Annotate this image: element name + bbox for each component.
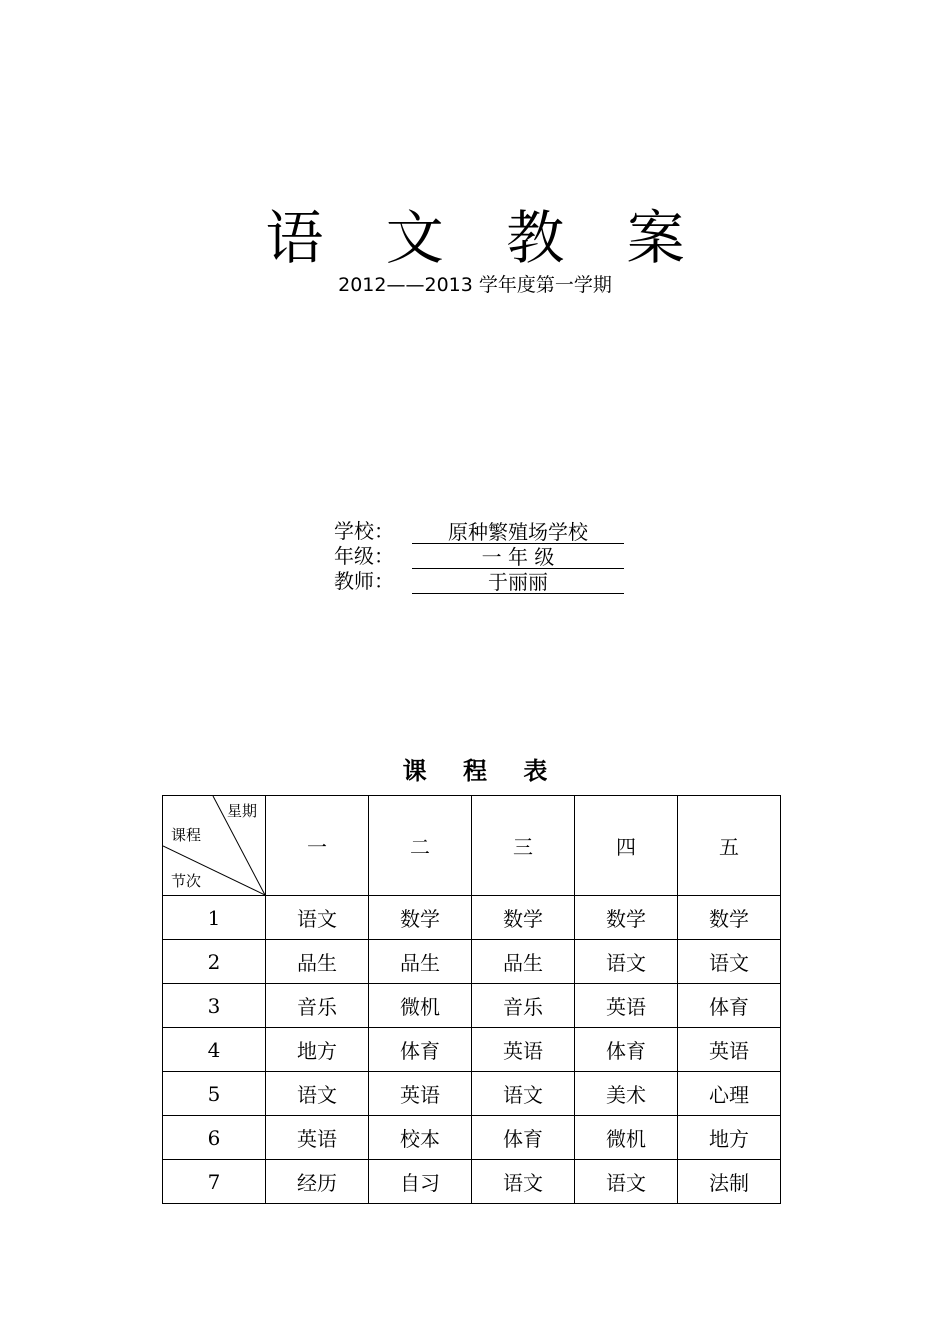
period-cell: 4 [163,1028,266,1072]
period-cell: 1 [163,896,266,940]
subject-cell: 语文 [575,940,678,984]
schedule-body [163,896,781,1204]
subject-cell: 语文 [472,1072,575,1116]
subject-cell: 数学 [472,896,575,940]
subject-cell: 品生 [266,940,369,984]
subject-cell: 法制 [678,1160,781,1204]
subject-cell: 心理 [678,1072,781,1116]
subject-cell: 语文 [472,1160,575,1204]
subject-cell: 微机 [575,1116,678,1160]
info-label: 学校： [334,519,394,543]
subject-cell: 品生 [369,940,472,984]
subject-cell: 校本 [369,1116,472,1160]
subject-cell: 语文 [575,1160,678,1204]
subject-cell: 体育 [575,1028,678,1072]
day-header: 五 [678,796,781,896]
schedule-table [162,795,781,1204]
subject-cell: 地方 [266,1028,369,1072]
subject-cell: 数学 [369,896,472,940]
corner-course-label: 课程 [171,826,202,844]
subject-cell: 体育 [472,1116,575,1160]
subject-cell: 经历 [266,1160,369,1204]
info-value: 于丽丽 [412,569,624,594]
subject-cell: 地方 [678,1116,781,1160]
subject-cell: 品生 [472,940,575,984]
info-label: 年级： [334,544,394,568]
subject-cell: 体育 [369,1028,472,1072]
subject-cell: 美术 [575,1072,678,1116]
info-row-teacher [334,569,634,594]
subject-cell: 音乐 [472,984,575,1028]
period-cell: 3 [163,984,266,1028]
table-row [163,896,781,940]
info-row-grade [334,544,634,569]
table-row [163,940,781,984]
subject-cell: 语文 [678,940,781,984]
table-row [163,1116,781,1160]
subject-cell: 语文 [266,896,369,940]
table-row [163,1072,781,1116]
subject-cell: 语文 [266,1072,369,1116]
info-value: 原种繁殖场学校 [412,519,624,544]
schedule-header-row [163,796,781,896]
info-value: 一 年 级 [412,544,624,569]
subject-cell: 英语 [266,1116,369,1160]
document-subtitle: 2012——2013 学年度第一学期 [338,274,612,296]
subject-cell: 英语 [369,1072,472,1116]
subject-cell: 自习 [369,1160,472,1204]
period-cell: 2 [163,940,266,984]
day-header: 三 [472,796,575,896]
subject-cell: 英语 [472,1028,575,1072]
subject-cell: 微机 [369,984,472,1028]
corner-week-label: 星期 [226,802,257,820]
info-label: 教师： [334,569,394,593]
schedule-title: 课 程 表 [402,757,562,785]
subject-cell: 英语 [575,984,678,1028]
table-row [163,984,781,1028]
subject-cell: 英语 [678,1028,781,1072]
corner-cell [163,796,266,896]
info-block [334,519,634,594]
day-header: 一 [266,796,369,896]
table-row [163,1028,781,1072]
period-cell: 7 [163,1160,266,1204]
table-row [163,1160,781,1204]
document-title: 语 文 教 案 [265,204,707,272]
day-header: 二 [369,796,472,896]
period-cell: 5 [163,1072,266,1116]
day-header: 四 [575,796,678,896]
subject-cell: 体育 [678,984,781,1028]
info-row-school [334,519,634,544]
period-cell: 6 [163,1116,266,1160]
subject-cell: 音乐 [266,984,369,1028]
corner-period-label: 节次 [171,872,202,890]
subject-cell: 数学 [575,896,678,940]
subject-cell: 数学 [678,896,781,940]
